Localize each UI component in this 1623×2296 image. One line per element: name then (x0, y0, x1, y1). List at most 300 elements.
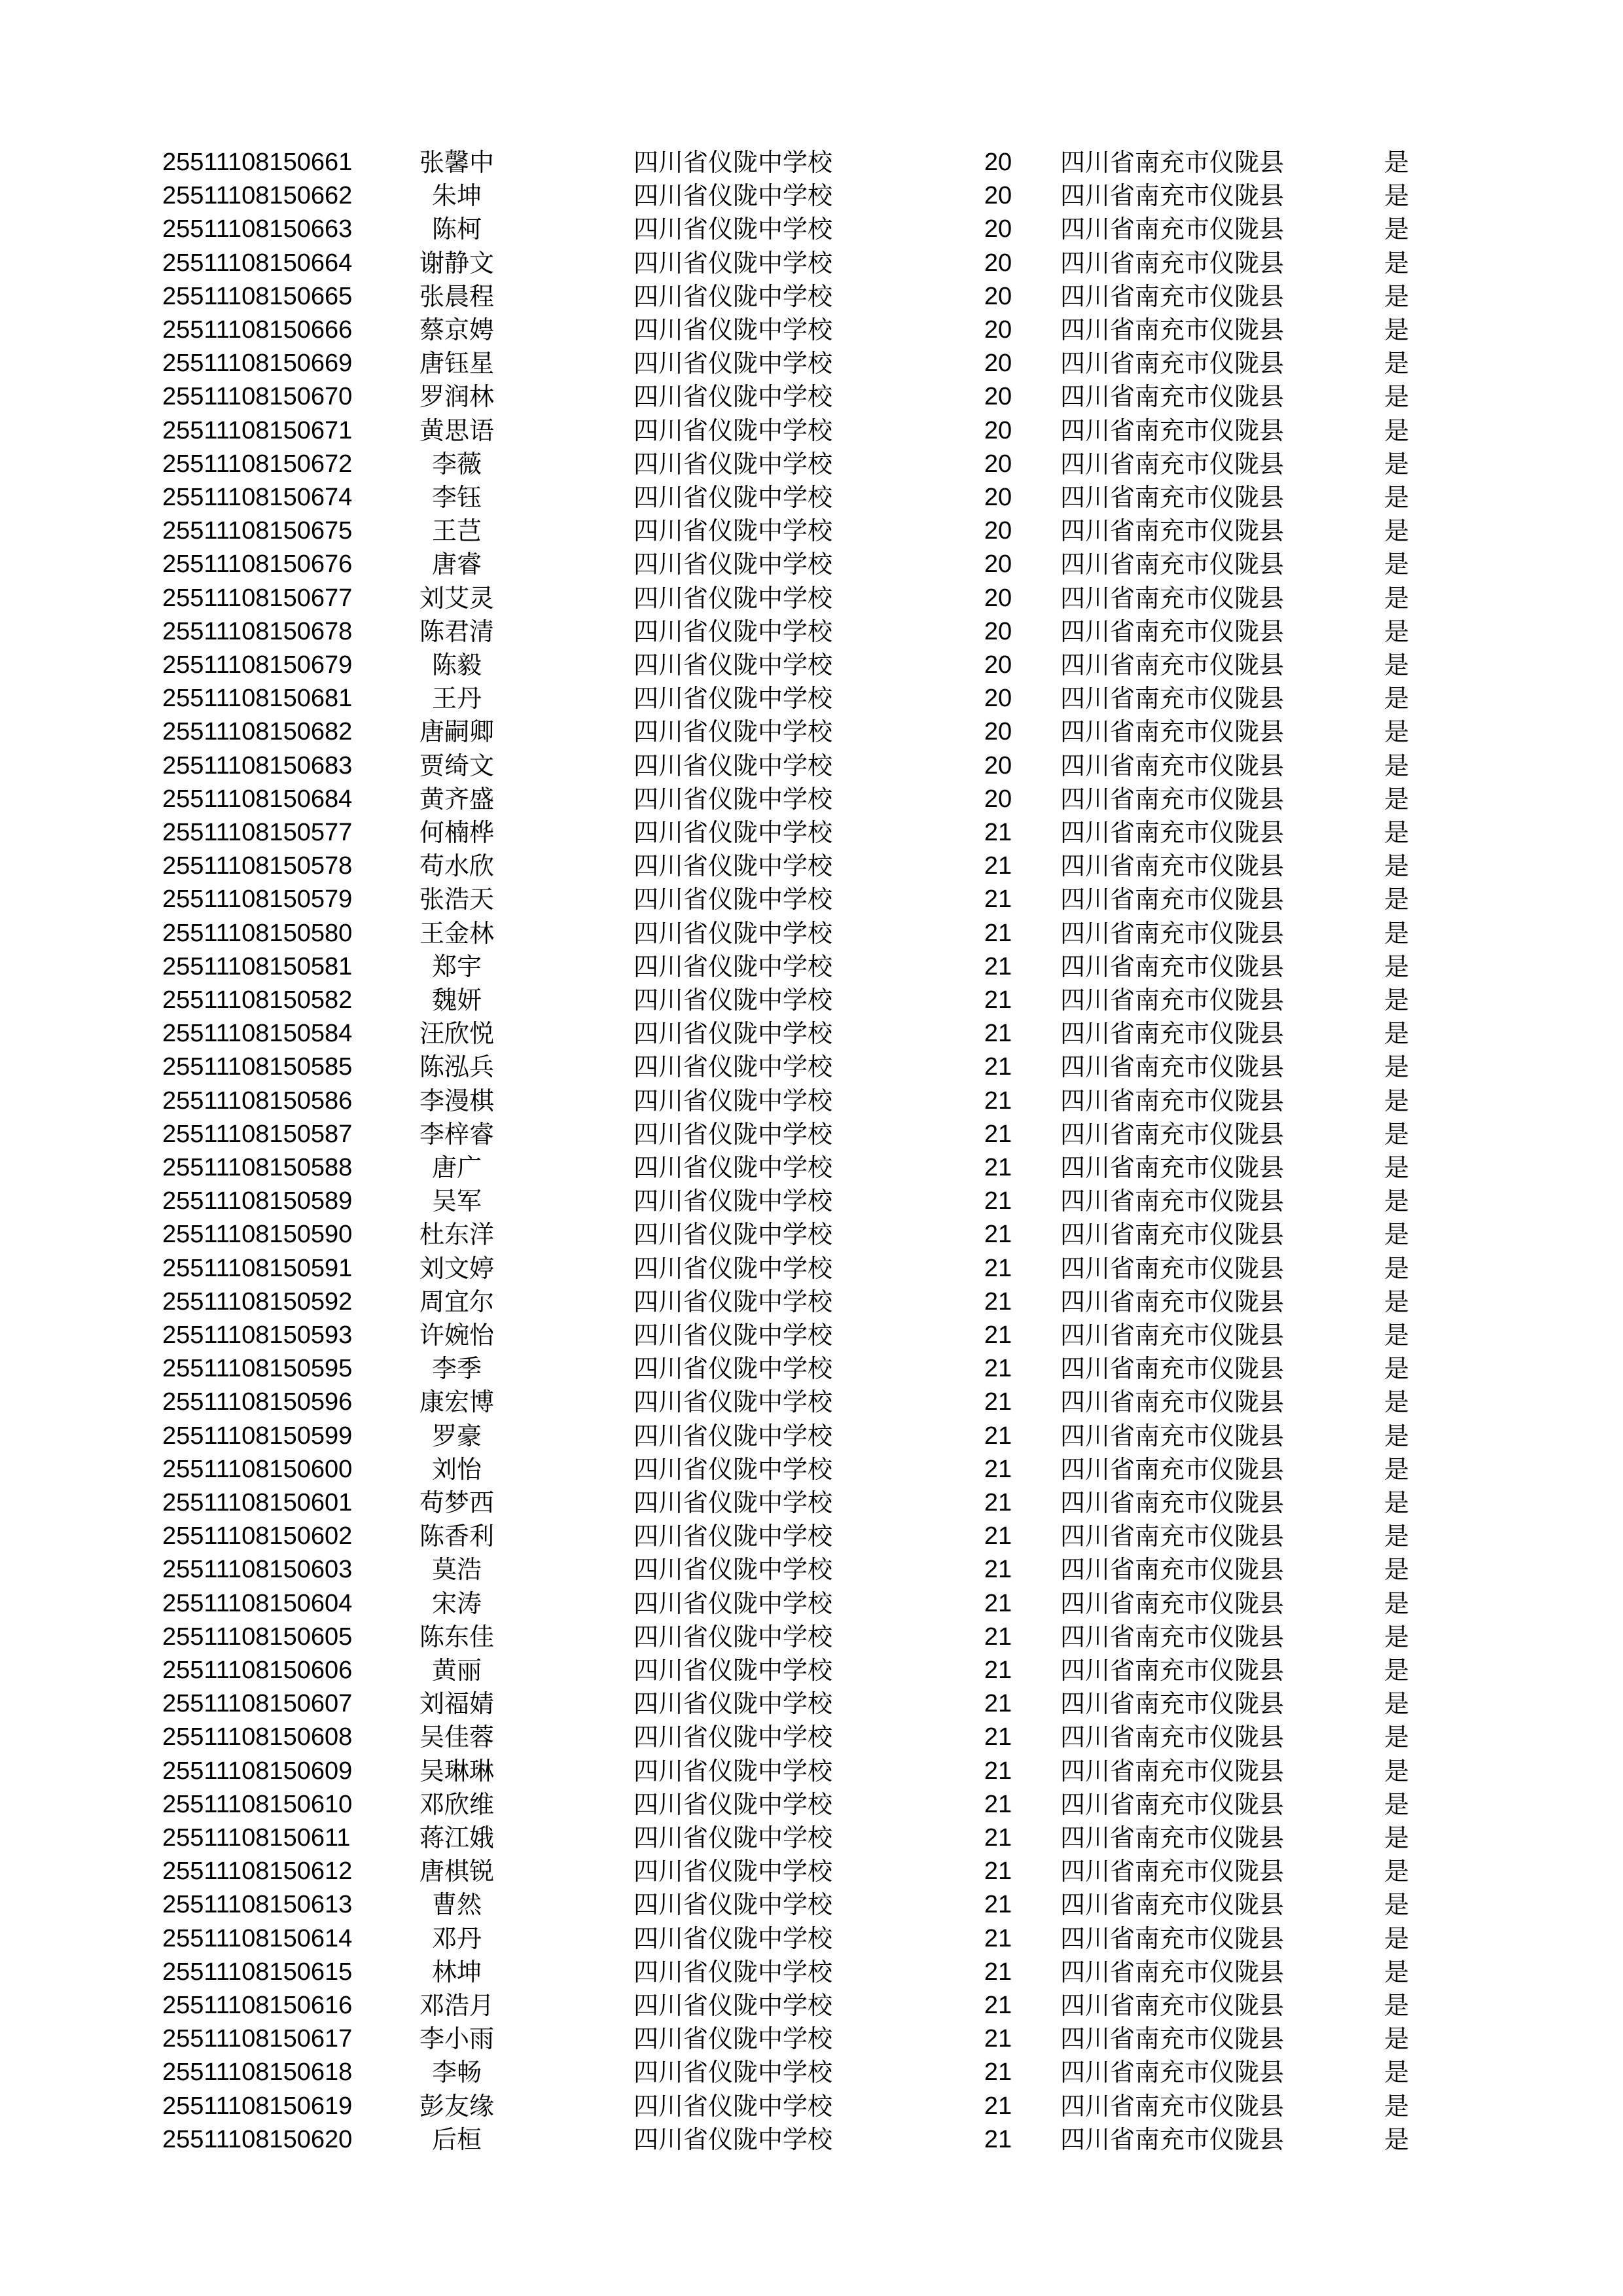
student-name-cell: 朱坤 (431, 181, 482, 211)
class-number-cell: 20 (984, 450, 1012, 478)
table-row (0, 1520, 1623, 1553)
class-number-cell: 21 (984, 1824, 1012, 1852)
status-flag-cell: 是 (1384, 1153, 1410, 1182)
school-cell: 四川省仪陇中学校 (633, 1388, 833, 1417)
school-cell: 四川省仪陇中学校 (633, 1321, 833, 1350)
student-id-cell: 25511108150601 (162, 1489, 353, 1516)
table-row (0, 917, 1623, 950)
school-cell: 四川省仪陇中学校 (633, 516, 833, 546)
student-name-cell: 蔡京娉 (419, 315, 494, 344)
region-cell: 四川省南充市仪陇县 (1060, 1924, 1285, 1953)
class-number-cell: 21 (984, 1924, 1012, 1952)
school-cell: 四川省仪陇中学校 (633, 1756, 833, 1785)
student-id-cell: 25511108150679 (162, 651, 353, 679)
table-row (0, 1151, 1623, 1185)
status-flag-cell: 是 (1384, 651, 1410, 679)
student-id-cell: 25511108150609 (162, 1757, 353, 1785)
class-number-cell: 21 (984, 1723, 1012, 1751)
region-cell: 四川省南充市仪陇县 (1060, 1187, 1285, 1216)
class-number-cell: 20 (984, 182, 1012, 210)
student-name-cell: 张馨中 (419, 148, 494, 177)
school-cell: 四川省仪陇中学校 (633, 1119, 833, 1149)
status-flag-cell: 是 (1384, 1052, 1410, 1082)
school-cell: 四川省仪陇中学校 (633, 1187, 833, 1216)
status-flag-cell: 是 (1384, 684, 1410, 713)
region-cell: 四川省南充市仪陇县 (1060, 349, 1285, 378)
student-id-cell: 25511108150618 (162, 2058, 353, 2087)
status-flag-cell: 是 (1384, 617, 1410, 646)
school-cell: 四川省仪陇中学校 (633, 986, 833, 1014)
class-number-cell: 21 (984, 1422, 1012, 1450)
region-cell: 四川省南充市仪陇县 (1060, 651, 1285, 679)
student-name-cell: 唐广 (431, 1153, 482, 1182)
region-cell: 四川省南充市仪陇县 (1060, 1454, 1285, 1484)
student-name-cell: 罗润林 (419, 382, 494, 412)
class-number-cell: 21 (984, 1254, 1012, 1282)
student-id-cell: 25511108150612 (162, 1857, 353, 1886)
status-flag-cell: 是 (1384, 986, 1410, 1014)
status-flag-cell: 是 (1384, 1187, 1410, 1216)
status-flag-cell: 是 (1384, 1756, 1410, 1785)
region-cell: 四川省南充市仪陇县 (1060, 918, 1285, 948)
region-cell: 四川省南充市仪陇县 (1060, 550, 1285, 579)
region-cell: 四川省南充市仪陇县 (1060, 1019, 1285, 1049)
school-cell: 四川省仪陇中学校 (633, 315, 833, 344)
class-number-cell: 20 (984, 416, 1012, 444)
student-name-cell: 后桓 (431, 2125, 482, 2154)
class-number-cell: 20 (984, 785, 1012, 813)
status-flag-cell: 是 (1384, 1957, 1410, 1986)
school-cell: 四川省仪陇中学校 (633, 852, 833, 881)
school-cell: 四川省仪陇中学校 (633, 248, 833, 278)
student-id-cell: 25511108150664 (162, 249, 353, 277)
student-id-cell: 25511108150616 (162, 1992, 353, 2019)
region-cell: 四川省南充市仪陇县 (1060, 1689, 1285, 1719)
student-id-cell: 25511108150662 (162, 182, 353, 210)
table-row (0, 1553, 1623, 1587)
table-row (0, 1118, 1623, 1151)
student-name-cell: 蒋江娥 (419, 1823, 494, 1852)
school-cell: 四川省仪陇中学校 (633, 1723, 833, 1752)
table-row (0, 1252, 1623, 1285)
class-number-cell: 21 (984, 1992, 1012, 2019)
student-id-cell: 25511108150599 (162, 1422, 353, 1450)
student-id-cell: 25511108150603 (162, 1556, 353, 1584)
school-cell: 四川省仪陇中学校 (633, 952, 833, 981)
class-number-cell: 21 (984, 1287, 1012, 1316)
student-id-cell: 25511108150666 (162, 316, 353, 344)
student-name-cell: 李漫棋 (419, 1086, 494, 1115)
table-row (0, 984, 1623, 1017)
school-cell: 四川省仪陇中学校 (633, 2024, 833, 2054)
student-name-cell: 郑宇 (431, 952, 482, 981)
student-id-cell: 25511108150682 (162, 718, 353, 746)
class-number-cell: 21 (984, 2025, 1012, 2053)
student-id-cell: 25511108150617 (162, 2025, 353, 2053)
class-number-cell: 21 (984, 1086, 1012, 1115)
class-number-cell: 21 (984, 1790, 1012, 1818)
student-name-cell: 陈毅 (431, 651, 482, 679)
student-id-cell: 25511108150607 (162, 1690, 353, 1718)
region-cell: 四川省南充市仪陇县 (1060, 1522, 1285, 1551)
student-name-cell: 唐睿 (431, 550, 482, 579)
school-cell: 四川省仪陇中学校 (633, 1220, 833, 1249)
school-cell: 四川省仪陇中学校 (633, 1086, 833, 1115)
student-id-cell: 25511108150665 (162, 282, 353, 310)
class-number-cell: 21 (984, 1857, 1012, 1886)
student-id-cell: 25511108150613 (162, 1891, 353, 1919)
table-row (0, 1319, 1623, 1352)
school-cell: 四川省仪陇中学校 (633, 651, 833, 679)
student-name-cell: 汪欣悦 (419, 1019, 494, 1049)
region-cell: 四川省南充市仪陇县 (1060, 315, 1285, 344)
class-number-cell: 20 (984, 751, 1012, 780)
status-flag-cell: 是 (1384, 2091, 1410, 2121)
region-cell: 四川省南充市仪陇县 (1060, 1991, 1285, 2020)
table-row (0, 1721, 1623, 1754)
class-number-cell: 21 (984, 1355, 1012, 1383)
class-number-cell: 21 (984, 986, 1012, 1014)
student-name-cell: 唐棋锐 (419, 1857, 494, 1886)
region-cell: 四川省南充市仪陇县 (1060, 1253, 1285, 1283)
table-row (0, 347, 1623, 380)
school-cell: 四川省仪陇中学校 (633, 684, 833, 713)
class-number-cell: 21 (984, 852, 1012, 880)
student-name-cell: 陈柯 (431, 215, 482, 244)
school-cell: 四川省仪陇中学校 (633, 1488, 833, 1517)
region-cell: 四川省南充市仪陇县 (1060, 2125, 1285, 2154)
class-number-cell: 20 (984, 282, 1012, 310)
student-name-cell: 杜东洋 (419, 1220, 494, 1249)
student-name-cell: 刘福婧 (419, 1689, 494, 1719)
table-row (0, 2090, 1623, 2123)
school-cell: 四川省仪陇中学校 (633, 1522, 833, 1551)
region-cell: 四川省南充市仪陇县 (1060, 1723, 1285, 1752)
region-cell: 四川省南充市仪陇县 (1060, 382, 1285, 412)
status-flag-cell: 是 (1384, 1823, 1410, 1852)
student-id-cell: 25511108150581 (162, 952, 353, 980)
student-id-cell: 25511108150610 (162, 1790, 353, 1818)
student-name-cell: 邓欣维 (419, 1789, 494, 1819)
student-name-cell: 黄丽 (431, 1656, 482, 1685)
table-row (0, 1352, 1623, 1386)
region-cell: 四川省南充市仪陇县 (1060, 852, 1285, 881)
region-cell: 四川省南充市仪陇县 (1060, 148, 1285, 177)
student-id-cell: 25511108150577 (162, 819, 353, 846)
school-cell: 四川省仪陇中学校 (633, 382, 833, 412)
student-id-cell: 25511108150606 (162, 1657, 353, 1684)
table-row (0, 749, 1623, 783)
school-cell: 四川省仪陇中学校 (633, 1153, 833, 1182)
student-id-cell: 25511108150675 (162, 517, 353, 545)
table-row (0, 1956, 1623, 1989)
status-flag-cell: 是 (1384, 583, 1410, 613)
class-number-cell: 21 (984, 1522, 1012, 1551)
student-id-cell: 25511108150619 (162, 2092, 353, 2120)
status-flag-cell: 是 (1384, 1857, 1410, 1886)
region-cell: 四川省南充市仪陇县 (1060, 215, 1285, 244)
table-row (0, 1922, 1623, 1956)
status-flag-cell: 是 (1384, 1321, 1410, 1350)
class-number-cell: 21 (984, 1120, 1012, 1148)
student-name-cell: 陈香利 (419, 1522, 494, 1551)
table-row (0, 1420, 1623, 1453)
status-flag-cell: 是 (1384, 181, 1410, 211)
status-flag-cell: 是 (1384, 852, 1410, 881)
table-row (0, 1285, 1623, 1319)
class-number-cell: 21 (984, 1757, 1012, 1785)
table-row (0, 280, 1623, 314)
school-cell: 四川省仪陇中学校 (633, 2058, 833, 2087)
region-cell: 四川省南充市仪陇县 (1060, 2058, 1285, 2087)
student-id-cell: 25511108150620 (162, 2125, 353, 2153)
student-name-cell: 罗豪 (431, 1421, 482, 1450)
student-id-cell: 25511108150595 (162, 1355, 353, 1383)
student-name-cell: 唐钰星 (419, 349, 494, 378)
student-id-cell: 25511108150590 (162, 1221, 353, 1249)
region-cell: 四川省南充市仪陇县 (1060, 1153, 1285, 1182)
table-row (0, 213, 1623, 246)
region-cell: 四川省南充市仪陇县 (1060, 717, 1285, 747)
class-number-cell: 21 (984, 1455, 1012, 1483)
table-row (0, 615, 1623, 649)
region-cell: 四川省南充市仪陇县 (1060, 784, 1285, 814)
status-flag-cell: 是 (1384, 952, 1410, 981)
table-row (0, 1621, 1623, 1654)
student-id-cell: 25511108150661 (162, 149, 353, 176)
class-number-cell: 20 (984, 617, 1012, 645)
school-cell: 四川省仪陇中学校 (633, 1789, 833, 1819)
school-cell: 四川省仪陇中学校 (633, 1588, 833, 1618)
student-name-cell: 黄思语 (419, 416, 494, 445)
status-flag-cell: 是 (1384, 1890, 1410, 1920)
region-cell: 四川省南充市仪陇县 (1060, 952, 1285, 981)
region-cell: 四川省南充市仪陇县 (1060, 2091, 1285, 2121)
status-flag-cell: 是 (1384, 1723, 1410, 1752)
table-row (0, 2123, 1623, 2157)
school-cell: 四川省仪陇中学校 (633, 1454, 833, 1484)
region-cell: 四川省南充市仪陇县 (1060, 181, 1285, 211)
table-row (0, 380, 1623, 414)
school-cell: 四川省仪陇中学校 (633, 885, 833, 914)
region-cell: 四川省南充市仪陇县 (1060, 1220, 1285, 1249)
school-cell: 四川省仪陇中学校 (633, 751, 833, 780)
class-number-cell: 21 (984, 1053, 1012, 1081)
status-flag-cell: 是 (1384, 1253, 1410, 1283)
status-flag-cell: 是 (1384, 751, 1410, 780)
school-cell: 四川省仪陇中学校 (633, 2125, 833, 2154)
status-flag-cell: 是 (1384, 1689, 1410, 1719)
student-id-cell: 25511108150596 (162, 1388, 353, 1416)
student-name-cell: 莫浩 (431, 1555, 482, 1585)
region-cell: 四川省南充市仪陇县 (1060, 483, 1285, 512)
student-name-cell: 吴佳蓉 (419, 1723, 494, 1752)
class-number-cell: 21 (984, 1388, 1012, 1416)
region-cell: 四川省南充市仪陇县 (1060, 1052, 1285, 1082)
table-row (0, 548, 1623, 581)
table-row (0, 1453, 1623, 1486)
school-cell: 四川省仪陇中学校 (633, 784, 833, 814)
school-cell: 四川省仪陇中学校 (633, 550, 833, 579)
table-row (0, 783, 1623, 816)
student-name-cell: 陈东佳 (419, 1622, 494, 1651)
status-flag-cell: 是 (1384, 1086, 1410, 1115)
region-cell: 四川省南充市仪陇县 (1060, 1555, 1285, 1585)
table-row (0, 1755, 1623, 1788)
student-id-cell: 25511108150604 (162, 1589, 353, 1617)
table-row (0, 816, 1623, 850)
table-row (0, 582, 1623, 615)
status-flag-cell: 是 (1384, 717, 1410, 747)
table-row (0, 1989, 1623, 2022)
table-row (0, 950, 1623, 984)
student-id-cell: 25511108150592 (162, 1287, 353, 1316)
student-name-cell: 邓浩月 (419, 1991, 494, 2020)
school-cell: 四川省仪陇中学校 (633, 483, 833, 512)
student-name-cell: 何楠桦 (419, 818, 494, 847)
region-cell: 四川省南充市仪陇县 (1060, 2024, 1285, 2054)
table-row (0, 179, 1623, 213)
student-name-cell: 谢静文 (419, 248, 494, 278)
status-flag-cell: 是 (1384, 349, 1410, 378)
table-row (0, 146, 1623, 179)
status-flag-cell: 是 (1384, 483, 1410, 512)
status-flag-cell: 是 (1384, 1388, 1410, 1417)
class-number-cell: 21 (984, 1154, 1012, 1181)
class-number-cell: 20 (984, 584, 1012, 612)
table-row (0, 314, 1623, 347)
class-number-cell: 20 (984, 350, 1012, 378)
student-name-cell: 唐嗣卿 (419, 717, 494, 747)
student-id-cell: 25511108150677 (162, 584, 353, 612)
class-number-cell: 21 (984, 2092, 1012, 2120)
student-id-cell: 25511108150587 (162, 1120, 353, 1148)
school-cell: 四川省仪陇中学校 (633, 416, 833, 445)
status-flag-cell: 是 (1384, 315, 1410, 344)
class-number-cell: 20 (984, 517, 1012, 545)
class-number-cell: 20 (984, 215, 1012, 243)
class-number-cell: 21 (984, 1556, 1012, 1584)
class-number-cell: 21 (984, 1187, 1012, 1215)
table-row (0, 1218, 1623, 1251)
school-cell: 四川省仪陇中学校 (633, 1857, 833, 1886)
region-cell: 四川省南充市仪陇县 (1060, 751, 1285, 780)
student-name-cell: 林坤 (431, 1957, 482, 1986)
class-number-cell: 20 (984, 651, 1012, 679)
class-number-cell: 21 (984, 1891, 1012, 1919)
student-id-cell: 25511108150684 (162, 785, 353, 813)
class-number-cell: 21 (984, 1020, 1012, 1048)
school-cell: 四川省仪陇中学校 (633, 1287, 833, 1316)
student-id-cell: 25511108150584 (162, 1020, 353, 1048)
school-cell: 四川省仪陇中学校 (633, 1622, 833, 1651)
status-flag-cell: 是 (1384, 1488, 1410, 1517)
table-row (0, 1386, 1623, 1419)
school-cell: 四川省仪陇中学校 (633, 717, 833, 747)
region-cell: 四川省南充市仪陇县 (1060, 684, 1285, 713)
table-row (0, 481, 1623, 514)
class-number-cell: 21 (984, 1690, 1012, 1718)
school-cell: 四川省仪陇中学校 (633, 215, 833, 244)
table-row (0, 2022, 1623, 2056)
student-id-cell: 25511108150586 (162, 1086, 353, 1115)
class-number-cell: 21 (984, 2125, 1012, 2153)
status-flag-cell: 是 (1384, 148, 1410, 177)
region-cell: 四川省南充市仪陇县 (1060, 416, 1285, 445)
student-name-cell: 刘艾灵 (419, 583, 494, 613)
student-id-cell: 25511108150674 (162, 484, 353, 511)
region-cell: 四川省南充市仪陇县 (1060, 1756, 1285, 1785)
class-number-cell: 20 (984, 383, 1012, 411)
school-cell: 四川省仪陇中学校 (633, 1354, 833, 1384)
school-cell: 四川省仪陇中学校 (633, 1421, 833, 1450)
school-cell: 四川省仪陇中学校 (633, 1019, 833, 1049)
status-flag-cell: 是 (1384, 1522, 1410, 1551)
student-name-cell: 刘文婷 (419, 1253, 494, 1283)
student-id-cell: 25511108150614 (162, 1924, 353, 1952)
region-cell: 四川省南充市仪陇县 (1060, 818, 1285, 847)
status-flag-cell: 是 (1384, 416, 1410, 445)
region-cell: 四川省南充市仪陇县 (1060, 1354, 1285, 1384)
class-number-cell: 21 (984, 1589, 1012, 1617)
status-flag-cell: 是 (1384, 1220, 1410, 1249)
school-cell: 四川省仪陇中学校 (633, 617, 833, 646)
status-flag-cell: 是 (1384, 382, 1410, 412)
table-row (0, 1050, 1623, 1084)
student-name-cell: 康宏博 (419, 1388, 494, 1417)
student-name-cell: 李钰 (431, 483, 482, 512)
class-number-cell: 21 (984, 1657, 1012, 1684)
status-flag-cell: 是 (1384, 1789, 1410, 1819)
student-name-cell: 苟梦西 (419, 1488, 494, 1517)
student-id-cell: 25511108150605 (162, 1623, 353, 1651)
student-id-cell: 25511108150591 (162, 1254, 353, 1282)
class-number-cell: 20 (984, 316, 1012, 344)
status-flag-cell: 是 (1384, 784, 1410, 814)
student-name-cell: 吴军 (431, 1187, 482, 1216)
school-cell: 四川省仪陇中学校 (633, 1253, 833, 1283)
status-flag-cell: 是 (1384, 1019, 1410, 1049)
status-flag-cell: 是 (1384, 1622, 1410, 1651)
student-name-cell: 贾绮文 (419, 751, 494, 780)
school-cell: 四川省仪陇中学校 (633, 1991, 833, 2020)
region-cell: 四川省南充市仪陇县 (1060, 1119, 1285, 1149)
student-id-cell: 25511108150669 (162, 350, 353, 378)
table-row (0, 1085, 1623, 1118)
school-cell: 四川省仪陇中学校 (633, 2091, 833, 2121)
table-row (0, 715, 1623, 749)
region-cell: 四川省南充市仪陇县 (1060, 1656, 1285, 1685)
student-name-cell: 李小雨 (419, 2024, 494, 2054)
class-number-cell: 21 (984, 919, 1012, 947)
table-row (0, 247, 1623, 280)
student-id-cell: 25511108150676 (162, 550, 353, 579)
status-flag-cell: 是 (1384, 516, 1410, 546)
region-cell: 四川省南充市仪陇县 (1060, 617, 1285, 646)
student-name-cell: 邓丹 (431, 1924, 482, 1953)
student-id-cell: 25511108150585 (162, 1053, 353, 1081)
region-cell: 四川省南充市仪陇县 (1060, 583, 1285, 613)
class-number-cell: 20 (984, 685, 1012, 713)
school-cell: 四川省仪陇中学校 (633, 818, 833, 847)
region-cell: 四川省南充市仪陇县 (1060, 1388, 1285, 1417)
table-row (0, 682, 1623, 715)
region-cell: 四川省南充市仪陇县 (1060, 449, 1285, 478)
status-flag-cell: 是 (1384, 918, 1410, 948)
student-name-cell: 李季 (431, 1354, 482, 1384)
region-cell: 四川省南充市仪陇县 (1060, 1421, 1285, 1450)
student-name-cell: 李薇 (431, 449, 482, 478)
